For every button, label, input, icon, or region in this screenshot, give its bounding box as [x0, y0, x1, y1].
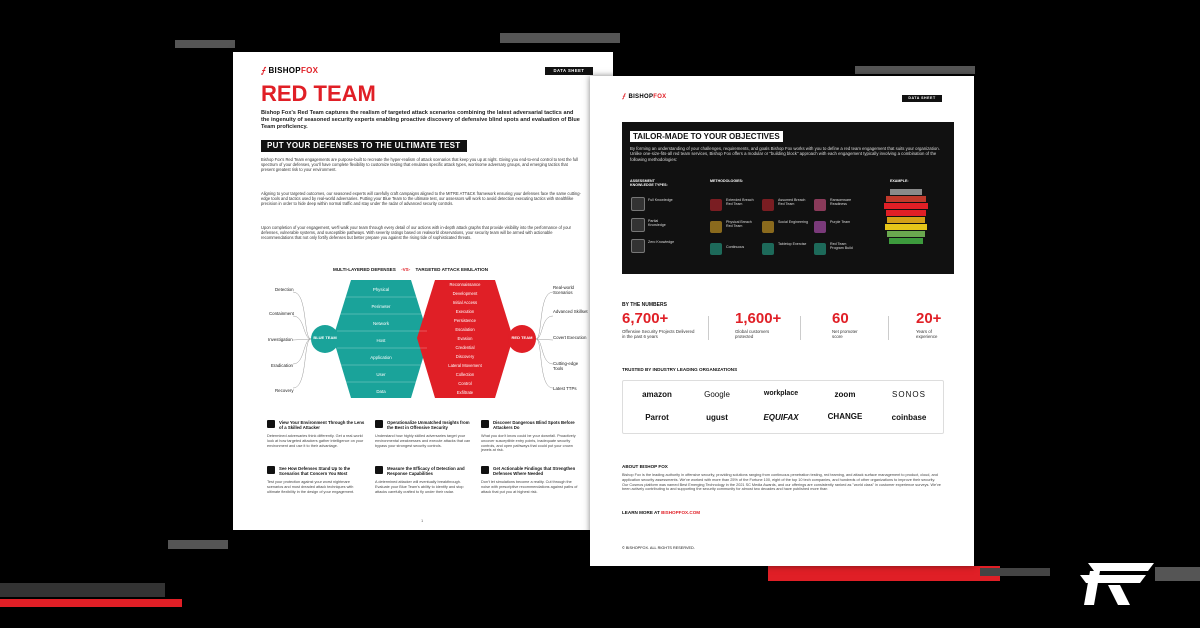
methodology: Social Engineering: [778, 220, 808, 224]
glitch-bar: [0, 583, 165, 597]
attack-step: Exfiltrate: [456, 390, 474, 395]
left-label: Detection: [275, 287, 294, 292]
example-header: EXAMPLE:: [890, 179, 909, 183]
defenses-title: MULTI-LAYERED DEFENSES: [333, 267, 396, 272]
methodology-icon: [814, 199, 826, 211]
brand-logo: amazon: [642, 390, 672, 399]
glitch-bar: [0, 599, 182, 607]
shield-icon: [267, 466, 275, 474]
methodology: Physical Breach Red Team: [726, 220, 752, 229]
brand-logo: ugust: [706, 413, 728, 422]
feature-title: See How Defenses Stand Up to the Scenarios that Concern You Most: [279, 466, 351, 476]
tailor-body: By forming an understanding of your challenges, requirements, and goals Bishop Fox works with you to define a red team engagement that suits your organization. Unlike one-size-fits-all red team services, Bishop Fox offers a modular or "building block" approach with each engagement typically involving a combination of the following methodologies:: [630, 146, 940, 162]
defense-layer: Data: [376, 389, 386, 394]
methodology-icon: [762, 199, 774, 211]
knowledge-header: ASSESSMENT KNOWLEDGE TYPES:: [630, 179, 668, 188]
stat-value: 6,700+: [622, 310, 669, 327]
blue-team-label: BLUE TEAM: [313, 335, 337, 340]
gauge-icon: [375, 466, 383, 474]
methodology: Red Team Program Build: [830, 242, 853, 251]
glitch-bar: [500, 33, 620, 43]
paragraph-2: Aligning to your targeted outcomes, our seasoned experts will carefully craft campaigns aligned to the MITRE ATT&CK framework ensuring your defenses face the same cutting-edge tools and tactics used by real-world adversaries. Putting your Blue Team to the ultimate test, our assessors will work to avoid detection executing tactics with stealthlike precision in order to hide deep within normal traffic and stay under the radar of advanced security controls.: [261, 191, 581, 206]
bishop-fox-logo-icon: [1050, 555, 1160, 610]
feature-body: Understand how highly skilled adversaries target your environmental weaknesses and execute attacks that can bypass your strongest security controls.: [375, 434, 471, 448]
paragraph-1: Bishop Fox's Red Team engagements are purpose-built to recreate the hyper-realism of attack scenarios that keep you up at night. Giving you end-to-end control to test the full spectrum of your defenses, you'll have complete flexibility to customize testing that emulates specific attack types, worrisome adversary groups, and emerging tactics that present greatest risk to your environment.: [261, 157, 579, 172]
methodologies-header: METHODOLOGIES:: [710, 179, 744, 183]
right-label: Covert Execution: [553, 335, 587, 340]
attack-step: Lateral Movement: [448, 363, 482, 368]
knowledge-icon: [631, 197, 645, 211]
learn-more-link[interactable]: BISHOPFOX.COM: [661, 510, 701, 515]
attack-step: Escalation: [455, 327, 475, 332]
methodology: Tabletop Exercise: [778, 242, 807, 246]
attack-step: Execution: [455, 309, 475, 314]
right-label: Advanced Skillset: [553, 309, 588, 314]
methodology-icon: [814, 221, 826, 233]
feature-body: Determined adversaries think differently. Get a real-world look at how targeted attackers gather intelligence on your environment and use it to their advantage.: [267, 434, 364, 448]
logo-text: BISHOP: [628, 93, 654, 100]
vs-label: -VS-: [401, 267, 411, 272]
copyright: © BISHOPFOX. ALL RIGHTS RESERVED.: [622, 546, 695, 550]
right-label: Cutting-edge Tools: [553, 361, 579, 372]
logo-text: BISHOP: [268, 66, 301, 75]
left-label: Investigation: [268, 337, 293, 342]
defense-layer: User: [376, 372, 386, 377]
trusted-header: TRUSTED BY INDUSTRY LEADING ORGANIZATIONS: [622, 367, 738, 372]
stat-divider: [800, 316, 801, 340]
methodology: Purple Team: [830, 220, 851, 224]
glitch-bar: [168, 540, 228, 549]
knowledge-icon: [631, 218, 645, 232]
feature-title: Discover Dangerous Blind Spots Before Attackers Do: [493, 420, 575, 430]
data-sheet-tag: DATA SHEET: [902, 95, 942, 102]
methodology: Continuous: [726, 245, 745, 249]
methodology-icon: [710, 221, 722, 233]
left-label: Eradication: [271, 363, 293, 368]
stat-label: Years of experience: [916, 329, 938, 340]
warning-icon: [481, 420, 489, 428]
attack-step: Persistence: [454, 318, 476, 323]
learn-more: [622, 510, 700, 515]
glitch-bar: [1155, 567, 1200, 581]
page-title: RED TEAM: [261, 81, 376, 106]
defense-layer: Network: [372, 321, 390, 326]
eye-icon: [267, 420, 275, 428]
stat-value: 1,600+: [735, 310, 782, 327]
bishop-fox-logo: [261, 66, 318, 75]
right-label: Real-world Scenarios: [553, 285, 574, 296]
logo-accent: FOX: [300, 66, 319, 75]
logo-accent: FOX: [653, 93, 667, 100]
knowledge-type: Zero Knowledge: [648, 240, 675, 244]
attack-step: Collection: [455, 372, 475, 377]
knowledge-type: Partial Knowledge: [648, 219, 666, 228]
datasheet-page-2: [590, 76, 974, 566]
attack-title: TARGETED ATTACK EMULATION: [415, 267, 489, 272]
methodology-icon: [710, 243, 722, 255]
brand-logo: SONOS: [892, 390, 926, 399]
feature-body: Test your protection against your worst nightmare scenarios and most dreaded attack techniques with ultimate flexibility in the design of your engagement.: [267, 480, 355, 494]
methodology-icon: [814, 243, 826, 255]
attack-step: Control: [458, 381, 472, 386]
defense-layer: Application: [370, 355, 392, 360]
fox-mark-icon: ⨍: [261, 66, 266, 75]
feature-title: View Your Environment Through the Lens of a Skilled Attacker: [279, 420, 365, 430]
page-number: 1: [421, 518, 424, 523]
attack-step: Evasion: [457, 336, 473, 341]
right-label: Latest TTPs: [553, 386, 577, 391]
glitch-bar: [175, 40, 235, 48]
left-label: Recovery: [275, 388, 294, 393]
stat-label: Global customers protected: [735, 329, 770, 340]
glitch-bar: [855, 66, 975, 74]
insight-icon: [375, 420, 383, 428]
brand-logo: Parrot: [645, 413, 669, 422]
defense-layer: Physical: [372, 287, 390, 292]
diagram-heading: [333, 267, 573, 272]
stat-value: 20+: [916, 310, 942, 327]
feature-body: Don't let simulations become a reality. Cut through the noise with prescriptive recommendations against paths of attack that put you at highest risk.: [481, 480, 578, 494]
methodology: Extended Breach Red Team: [726, 198, 754, 207]
tailor-made-panel: [622, 122, 954, 274]
glitch-bar: [980, 568, 1050, 576]
methodology-icon: [762, 243, 774, 255]
tailor-title: TAILOR-MADE TO YOUR OBJECTIVES: [630, 131, 783, 142]
glitch-bar: [768, 566, 1000, 581]
feature-body: A determined attacker will eventually breakthrough. Evaluate your Blue Team's ability to identify and stop attacks carefully crafted to fly under their radar.: [375, 480, 464, 494]
attack-step: Reconnaissance: [449, 282, 481, 287]
brand-logo: zoom: [834, 390, 856, 399]
knowledge-icon: [631, 239, 645, 253]
attack-step: Discovery: [455, 354, 475, 359]
defense-layer: Perimeter: [371, 304, 391, 309]
attack-step: Initial Access: [452, 300, 478, 305]
stat-label: Net promoter score: [832, 329, 858, 340]
stat-divider: [888, 316, 889, 340]
stat-label: Offensive Security Projects Delivered in the past 6 years: [622, 329, 695, 340]
paragraph-3: Upon completion of your engagement, we'll walk your team through every detail of our actions with in-depth attack graphs that provide visibility into the performance of your defenses, vulnerable systems, and susceptible pathways. With severity ratings based on realworld observations, your security team will be armed with actionable recommendations that not only fortify defenses but better prepare you against the rising tide of sophisticated threats.: [261, 225, 572, 240]
data-sheet-tag: DATA SHEET: [545, 67, 593, 75]
brand-logo: CHANGE: [827, 412, 863, 421]
datasheet-page-1: [233, 52, 613, 530]
stat-value: 60: [832, 310, 849, 327]
methodology-icon: [762, 221, 774, 233]
methodology-icon: [710, 199, 722, 211]
section-title: PUT YOUR DEFENSES TO THE ULTIMATE TEST: [261, 140, 467, 152]
example-stack: [884, 188, 928, 245]
attack-step: Credential: [455, 345, 475, 350]
feature-title: Measure the Efficacy of Detection and Response Capabilities: [387, 466, 465, 476]
intro-text: Bishop Fox's Red Team captures the realism of targeted attack scenarios combining the latest adversarial tactics and the ingenuity of seasoned security experts enabling proactive discovery of defensive blind spots and evaluation of Blue Team proficiency.: [261, 110, 580, 130]
defense-layer: Host: [376, 338, 386, 343]
feature-body: What you don't know could be your downfall. Proactively uncover susceptible entry points, inadequate security controls, and open pathways that could put your crown jewels at risk.: [481, 434, 576, 453]
red-team-label: RED TEAM: [511, 335, 533, 340]
learn-more-label: LEARN MORE AT: [622, 510, 660, 515]
feature-title: Operationalize Unmatched Insights from the Best in Offensive Security: [387, 420, 470, 430]
attack-step: Development: [452, 291, 478, 296]
methodology: Ransomware Readiness: [830, 198, 852, 207]
methodology: Assumed Breach Red Team: [778, 198, 806, 207]
feature-title: Get Actionable Findings that Strengthen Defenses Where Needed: [493, 466, 576, 476]
left-label: Containment: [269, 311, 294, 316]
brands-panel: [622, 380, 944, 434]
about-body: Bishop Fox is the leading authority in offensive security, providing solutions ranging from continuous penetration testing, red teaming, and attack surface management to product, cloud, and application security assessments. We've worked with more than 25% of the Fortune 100, eight of the top 10 tech companies, and hundreds of other organizations to improve their security. Our Cosmos platform was named Best Emerging Technology in the 2021 SC Media Awards, and our offerings are consistently ranked as "world class" in customer experience surveys. We've been actively contributing to and supporting the security community for almost two decades and have published more than: [622, 473, 941, 492]
about-header: ABOUT BISHOP FOX: [622, 464, 668, 469]
checklist-icon: [481, 466, 489, 474]
bishop-fox-logo: [622, 93, 666, 100]
brand-logo: coinbase: [891, 413, 927, 422]
knowledge-type: Full Knowledge: [648, 198, 673, 202]
stat-divider: [708, 316, 709, 340]
fox-mark-icon: ⨍: [622, 94, 626, 100]
brand-logo: EQUIFAX: [763, 413, 799, 422]
numbers-header: BY THE NUMBERS: [622, 302, 667, 308]
brand-logo: workplace: [763, 390, 799, 397]
brand-logo: Google: [704, 390, 730, 399]
